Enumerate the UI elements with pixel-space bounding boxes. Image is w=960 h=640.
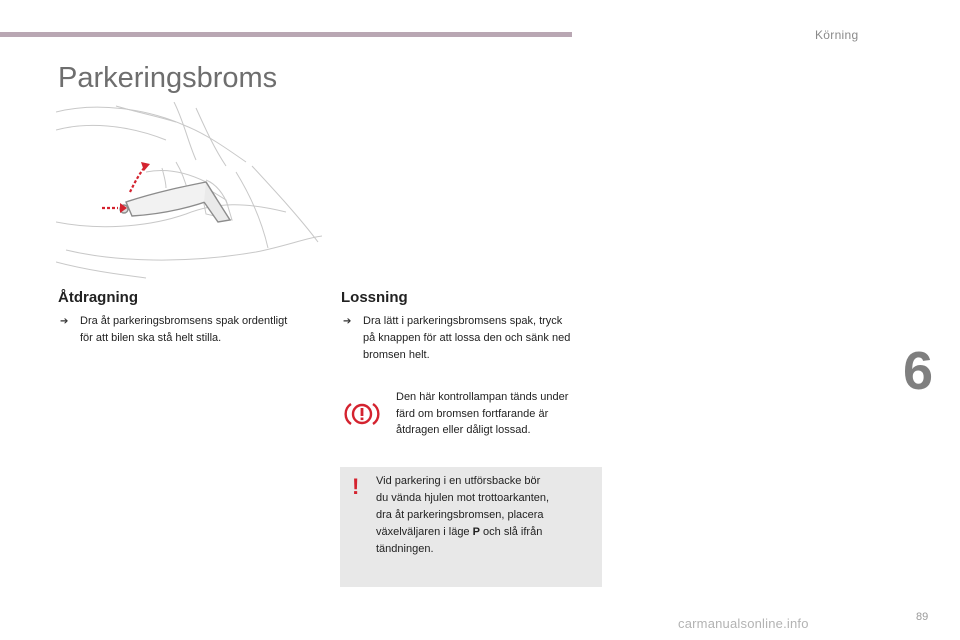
note-text	[376, 473, 549, 558]
page-title: Parkeringsbroms	[58, 62, 278, 94]
page-number: 89	[916, 611, 929, 623]
note-line-2: du vända hjulen mot trottoarkanten,	[376, 492, 550, 504]
release-line-2: på knappen för att lossa den och sänk ned	[363, 332, 571, 344]
note-line-3: dra åt parkeringsbromsen, placera	[376, 509, 544, 521]
note-line-4	[376, 524, 549, 541]
apply-heading: Åtdragning	[58, 289, 138, 306]
release-line-3: bromsen helt.	[363, 349, 430, 361]
note-line-4-end: och slå ifrån	[479, 526, 543, 538]
gear-position-p: P	[472, 526, 480, 538]
lamp-line-1: Den här kontrollampan tänds under	[396, 391, 569, 403]
arrow-bullet-icon: ➔	[60, 316, 69, 327]
watermark: carmanualsonline.info	[678, 616, 809, 631]
lamp-line-2: färd om bromsen fortfarande är	[396, 407, 549, 420]
release-line-1: Dra lätt i parkeringsbromsens spak, tryck	[363, 315, 563, 327]
chapter-number: 6	[903, 341, 934, 401]
note-line-5: tändningen.	[376, 543, 434, 555]
brake-warning-lamp-icon	[344, 401, 380, 427]
top-accent-bar	[0, 32, 572, 37]
release-heading: Lossning	[341, 289, 408, 306]
arrow-bullet-icon: ➔	[343, 316, 352, 327]
section-label: Körning	[815, 28, 859, 42]
warning-lamp-description	[396, 389, 568, 439]
apply-line-2: för att bilen ska stå helt stilla.	[80, 332, 222, 344]
apply-line-1: Dra åt parkeringsbromsens spak ordentligt	[80, 315, 288, 327]
note-line-4-start: växelväljaren i läge	[376, 526, 473, 538]
note-line-1: Vid parkering i en utförsbacke bör	[376, 475, 541, 487]
exclamation-icon: !	[352, 474, 360, 499]
parking-brake-illustration	[56, 102, 322, 280]
lamp-line-3: åtdragen eller dåligt lossad.	[396, 424, 531, 436]
